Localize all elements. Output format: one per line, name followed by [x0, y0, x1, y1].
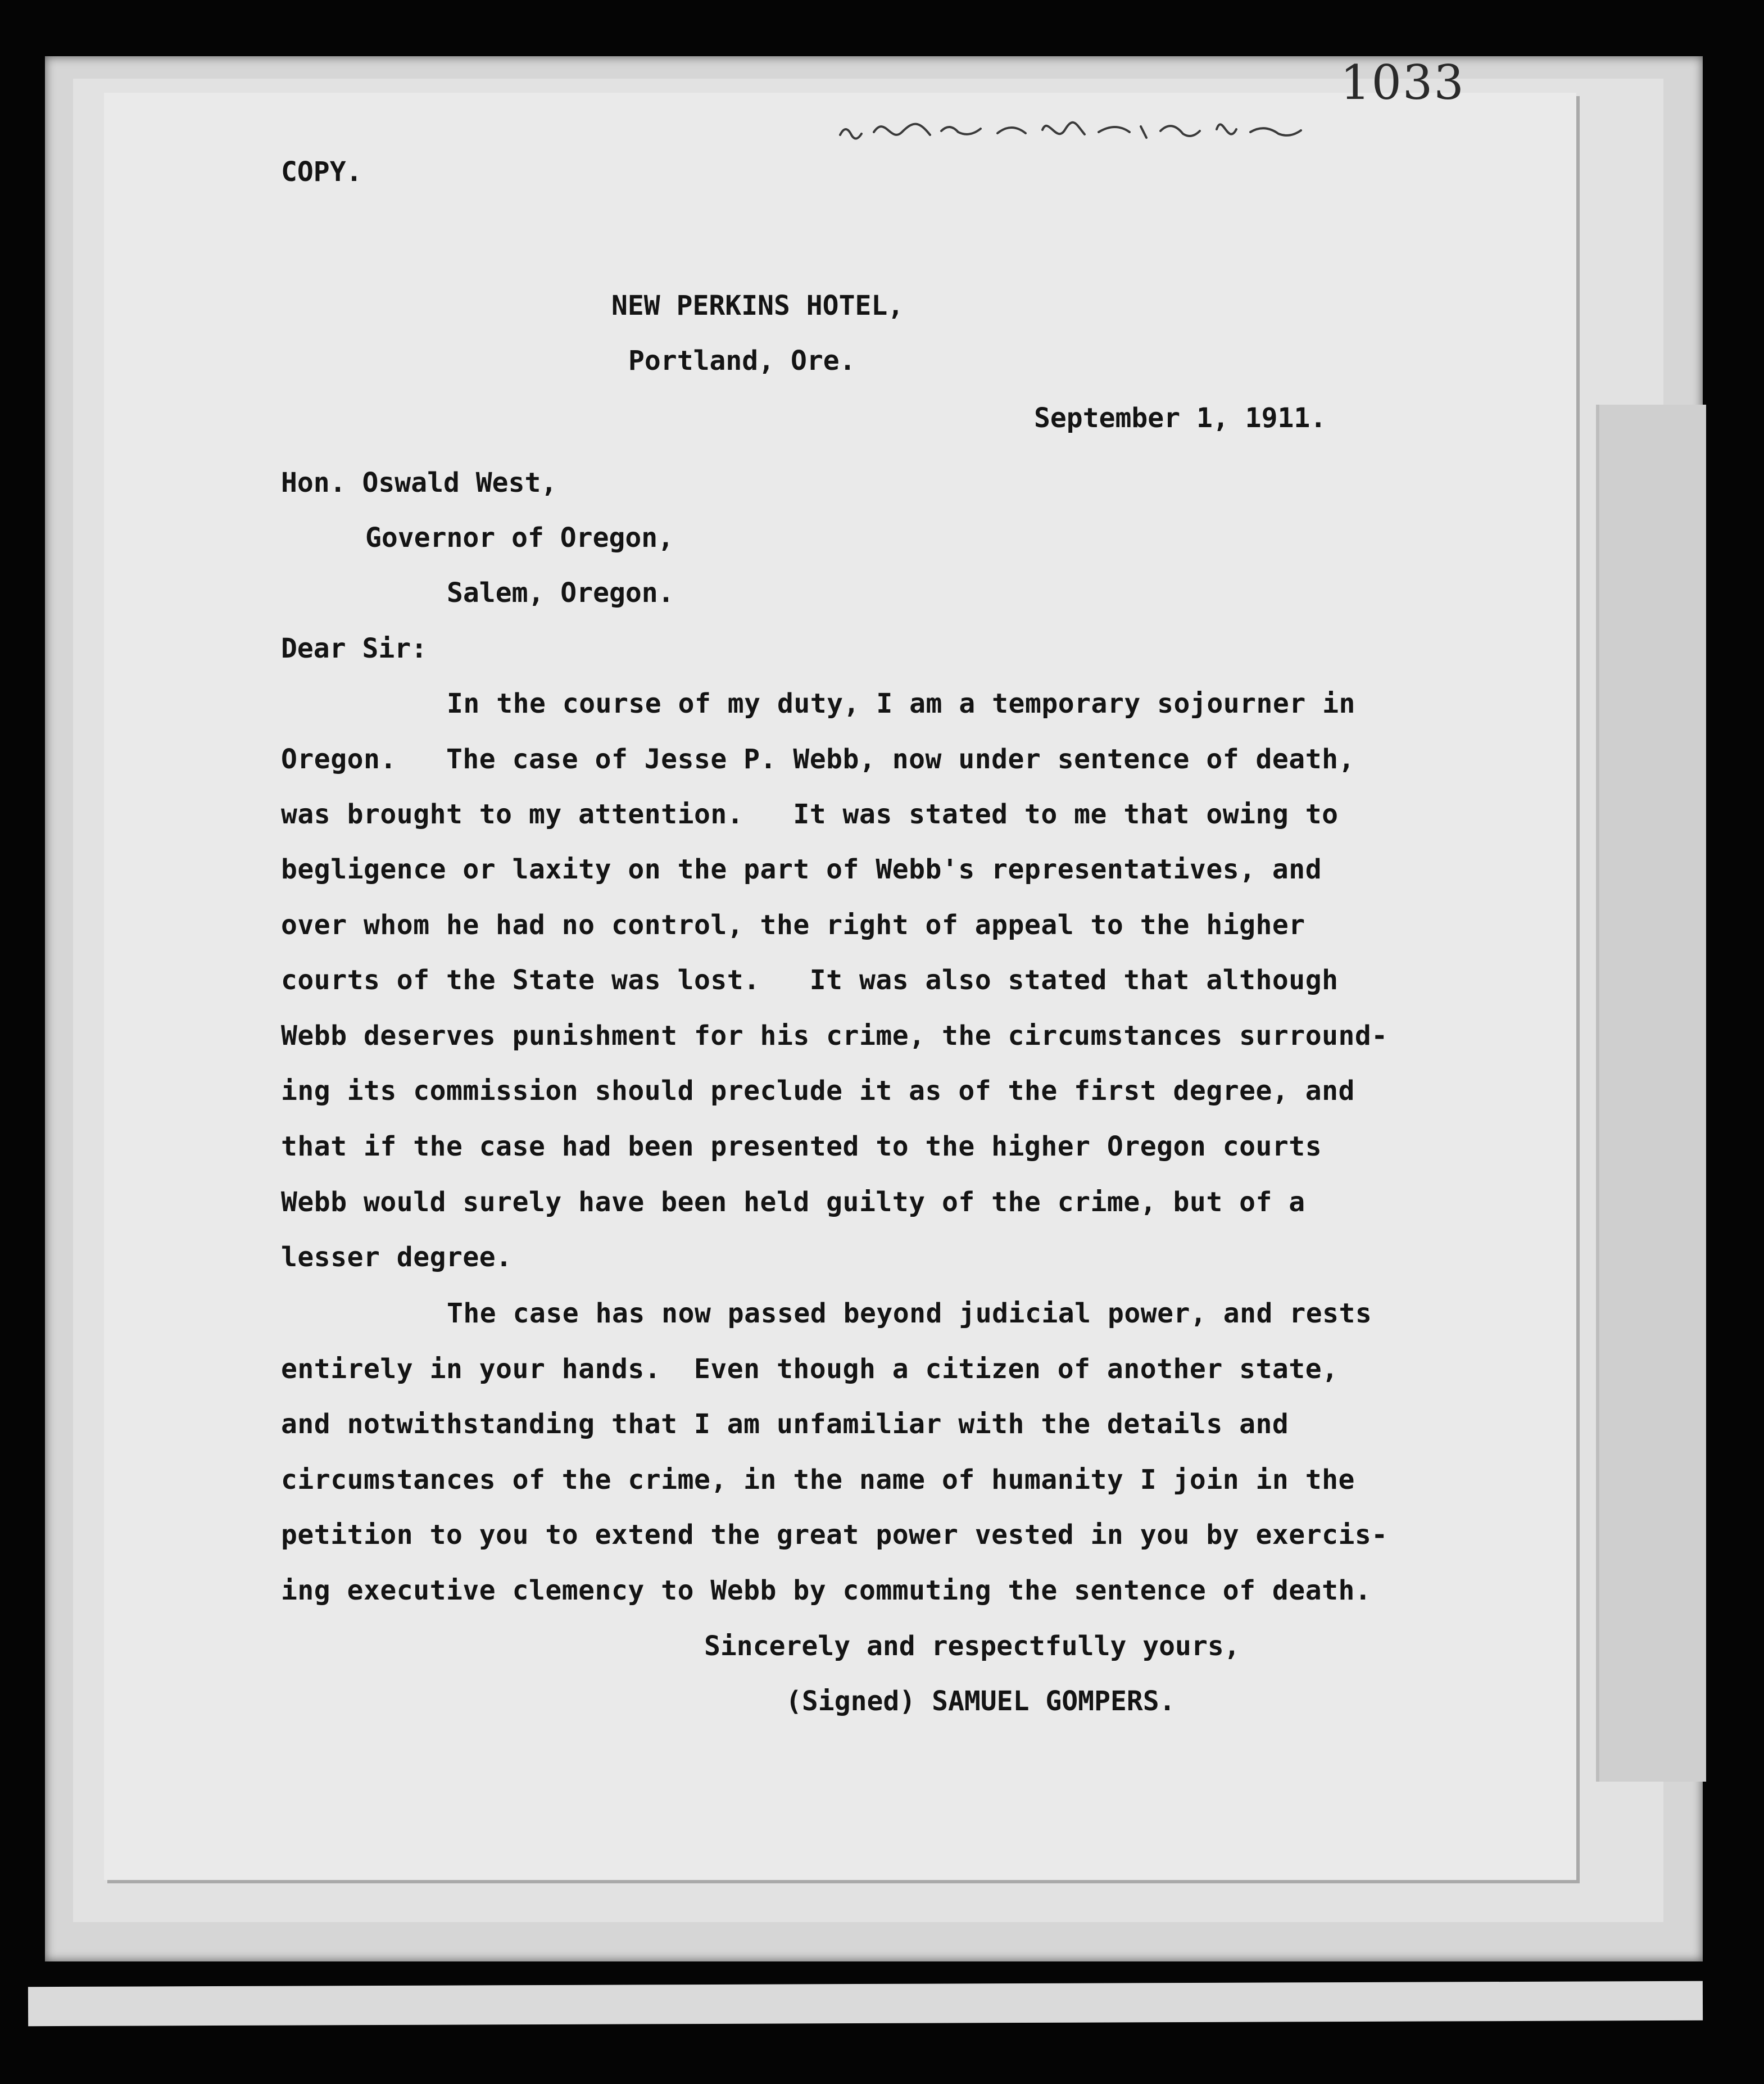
closing: Sincerely and respectfully yours,: [704, 1630, 1240, 1662]
paragraph-line: ing its commission should preclude it as of the first degree, and: [281, 1075, 1355, 1107]
letter-text: [104, 55, 1576, 1880]
paragraph-line: circumstances of the crime, in the name of humanity I join in the: [281, 1464, 1355, 1496]
letterhead-hotel: NEW PERKINS HOTEL,: [611, 290, 904, 321]
paragraph-line: that if the case had been presented to the higher Oregon courts: [281, 1131, 1322, 1162]
paragraph-line: Oregon. The case of Jesse P. Webb, now under sentence of death,: [281, 744, 1355, 775]
paragraph-line: and notwithstanding that I am unfamiliar with the details and: [281, 1408, 1289, 1440]
paragraph-line: lesser degree.: [281, 1242, 513, 1273]
bottom-paper-strip: [28, 1981, 1703, 2026]
recipient-title: Governor of Oregon,: [365, 522, 674, 554]
letter-page: [104, 55, 1576, 1880]
letter-date: September 1, 1911.: [1034, 402, 1327, 434]
paragraph-line: petition to you to extend the great power vested in you by exercis-: [281, 1519, 1388, 1551]
paragraph-line: entirely in your hands. Even though a citizen of another state,: [281, 1353, 1339, 1385]
page-number: 1033: [1340, 55, 1465, 110]
paragraph-line: Webb deserves punishment for his crime, the circumstances surround-: [281, 1020, 1388, 1052]
recipient-name: Hon. Oswald West,: [281, 467, 557, 499]
copy-label: COPY.: [281, 156, 362, 188]
paragraph-line: over whom he had no control, the right of appeal to the higher: [281, 909, 1305, 941]
paragraph-line: The case has now passed beyond judicial power, and rests: [447, 1298, 1372, 1329]
signature: (Signed) SAMUEL GOMPERS.: [786, 1686, 1176, 1717]
paragraph-line: Webb would surely have been held guilty of the crime, but of a: [281, 1186, 1305, 1218]
paragraph-line: In the course of my duty, I am a temporary sojourner in: [447, 688, 1355, 719]
paragraph-line: ing executive clemency to Webb by commuting the sentence of death.: [281, 1575, 1372, 1606]
letterhead-city: Portland, Ore.: [628, 345, 856, 377]
paragraph-line: begligence or laxity on the part of Webb's representatives, and: [281, 854, 1322, 885]
handwritten-annotation-icon: [835, 104, 1396, 149]
paragraph-line: courts of the State was lost. It was also stated that although: [281, 964, 1339, 996]
paragraph-line: was brought to my attention. It was stated to me that owing to: [281, 799, 1339, 830]
recipient-place: Salem, Oregon.: [447, 577, 674, 609]
salutation: Dear Sir:: [281, 633, 428, 664]
sheet-edge-right: [1596, 405, 1706, 1782]
